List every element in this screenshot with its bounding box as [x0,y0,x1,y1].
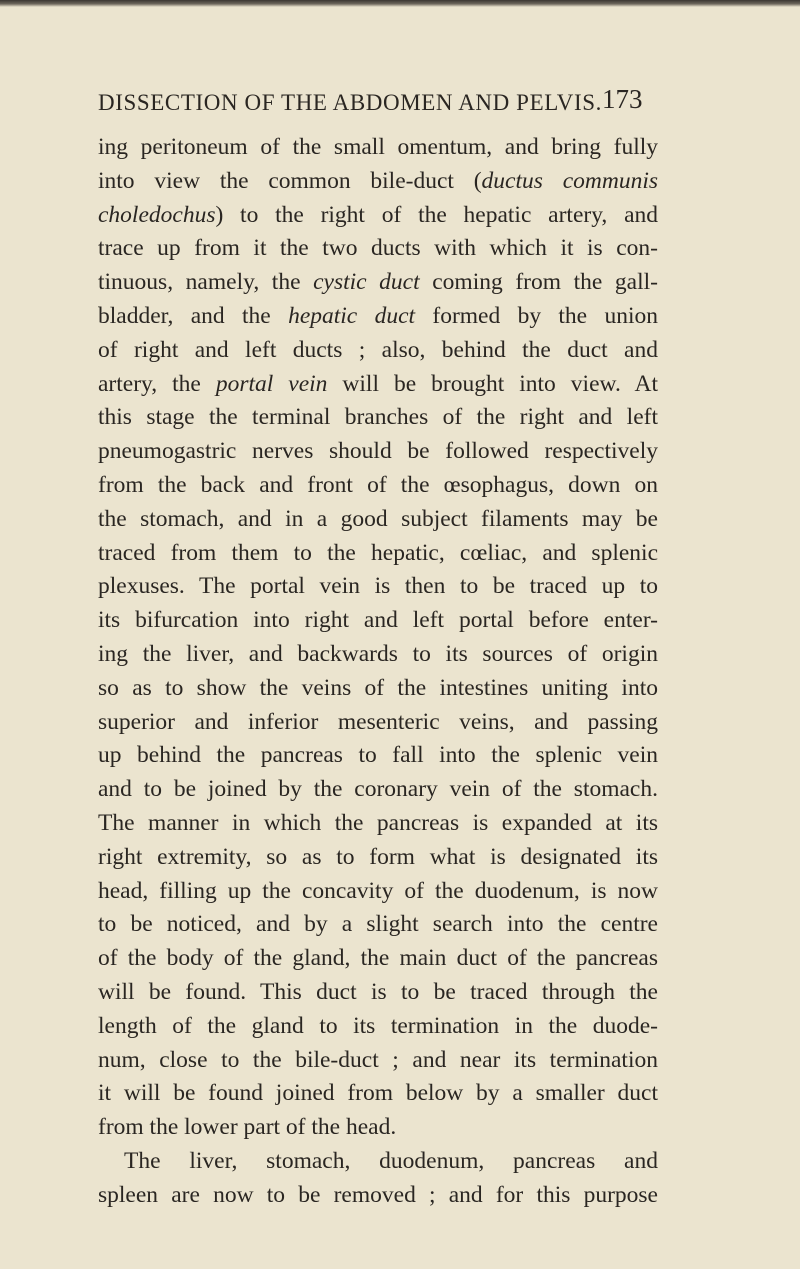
text-run: bladder, and the [98,302,289,329]
text-run: its bifurcation into right and left portal before enter- [98,607,658,634]
text-run: The liver, stomach, duodenum, pancreas and [124,1147,658,1174]
text-line [98,638,658,672]
text-run: superior and inferior mesenteric veins, and passing [98,708,658,735]
text-line [98,604,658,638]
text-run: length of the gland to its termination in the duode- [98,1012,658,1039]
text-line [98,503,658,537]
text-run: from the back and front of the œsophagus, down on [98,471,658,498]
text-run: tinuous, namely, the [98,269,314,296]
text-run: formed by the union [415,302,658,329]
text-run: head, filling up the concavity of the duodenum, is now [98,877,658,904]
body-text [98,131,658,1213]
text-run: so as to show the veins of the intestines uniting into [98,674,658,701]
text-line [98,1111,658,1145]
text-run: trace up from it the two ducts with which it is con- [98,235,658,262]
text-run: and to be joined by the coronary vein of the stomach. [98,776,658,803]
text-run: will be found. This duct is to be traced through the [98,978,658,1005]
text-line [98,672,658,706]
text-line [98,976,658,1010]
text-line [98,435,658,469]
text-line [98,1077,658,1111]
text-run: it will be found joined from below by a smaller duct [98,1080,658,1107]
text-line [98,300,658,334]
text-line [98,841,658,875]
text-run: pneumogastric nerves should be followed respectively [98,438,658,465]
running-head: DISSECTION OF THE ABDOMEN AND PELVIS. [98,90,602,115]
text-line [98,706,658,740]
text-line [98,232,658,266]
text-run: traced from them to the hepatic, cœliac, and splenic [98,539,658,566]
text-line [98,1179,658,1213]
text-run: coming from the gall- [419,269,658,296]
text-line [98,739,658,773]
page-header [0,84,800,124]
text-line [98,165,658,199]
text-run: of right and left ducts ; also, behind the duct and [98,336,658,363]
text-line [98,773,658,807]
text-line [98,1044,658,1078]
text-run: spleen are now to be removed ; and for this purpose [98,1181,658,1208]
text-run: artery, the [98,370,216,397]
text-line [98,1010,658,1044]
page-top-edge [0,0,800,7]
text-line [98,334,658,368]
text-line [98,266,658,300]
text-line [98,537,658,571]
italic-term: hepatic duct [288,302,416,329]
text-line [98,131,658,165]
text-line [98,908,658,942]
text-run: ) to the right of the hepatic artery, and [215,201,658,228]
text-run: ing the liver, and backwards to its sources of origin [98,640,658,667]
text-run: ing peritoneum of the small omentum, and bring fully [98,134,658,160]
page-number: 173 [602,84,643,114]
text-run: The manner in which the pancreas is expanded at its [98,809,658,836]
text-run: from the lower part of the head. [98,1114,397,1141]
text-line [98,469,658,503]
text-run: up behind the pancreas to fall into the splenic vein [98,742,658,769]
text-line [98,570,658,604]
text-line [98,1145,658,1179]
text-line [98,807,658,841]
text-line [98,875,658,909]
text-run: num, close to the bile-duct ; and near its termination [98,1046,658,1073]
text-line [98,199,658,233]
text-run: plexuses. The portal vein is then to be traced up to [98,573,658,600]
text-run: right extremity, so as to form what is designated its [98,843,658,870]
text-line [98,942,658,976]
italic-term: portal vein [215,370,328,397]
italic-term: choledochus [98,201,216,228]
text-run: this stage the terminal branches of the right and left [98,404,658,431]
text-line [98,401,658,435]
text-run: of the body of the gland, the main duct of the pancreas [98,945,658,972]
italic-term: cystic duct [313,269,420,296]
italic-term: ductus communis [481,167,658,194]
text-run: into view the common bile-duct ( [98,167,482,194]
text-line [98,368,658,402]
text-run: the stomach, and in a good subject filaments may be [98,505,658,532]
text-run: to be noticed, and by a slight search into the centre [98,911,658,938]
text-run: will be brought into view. At [327,370,659,397]
